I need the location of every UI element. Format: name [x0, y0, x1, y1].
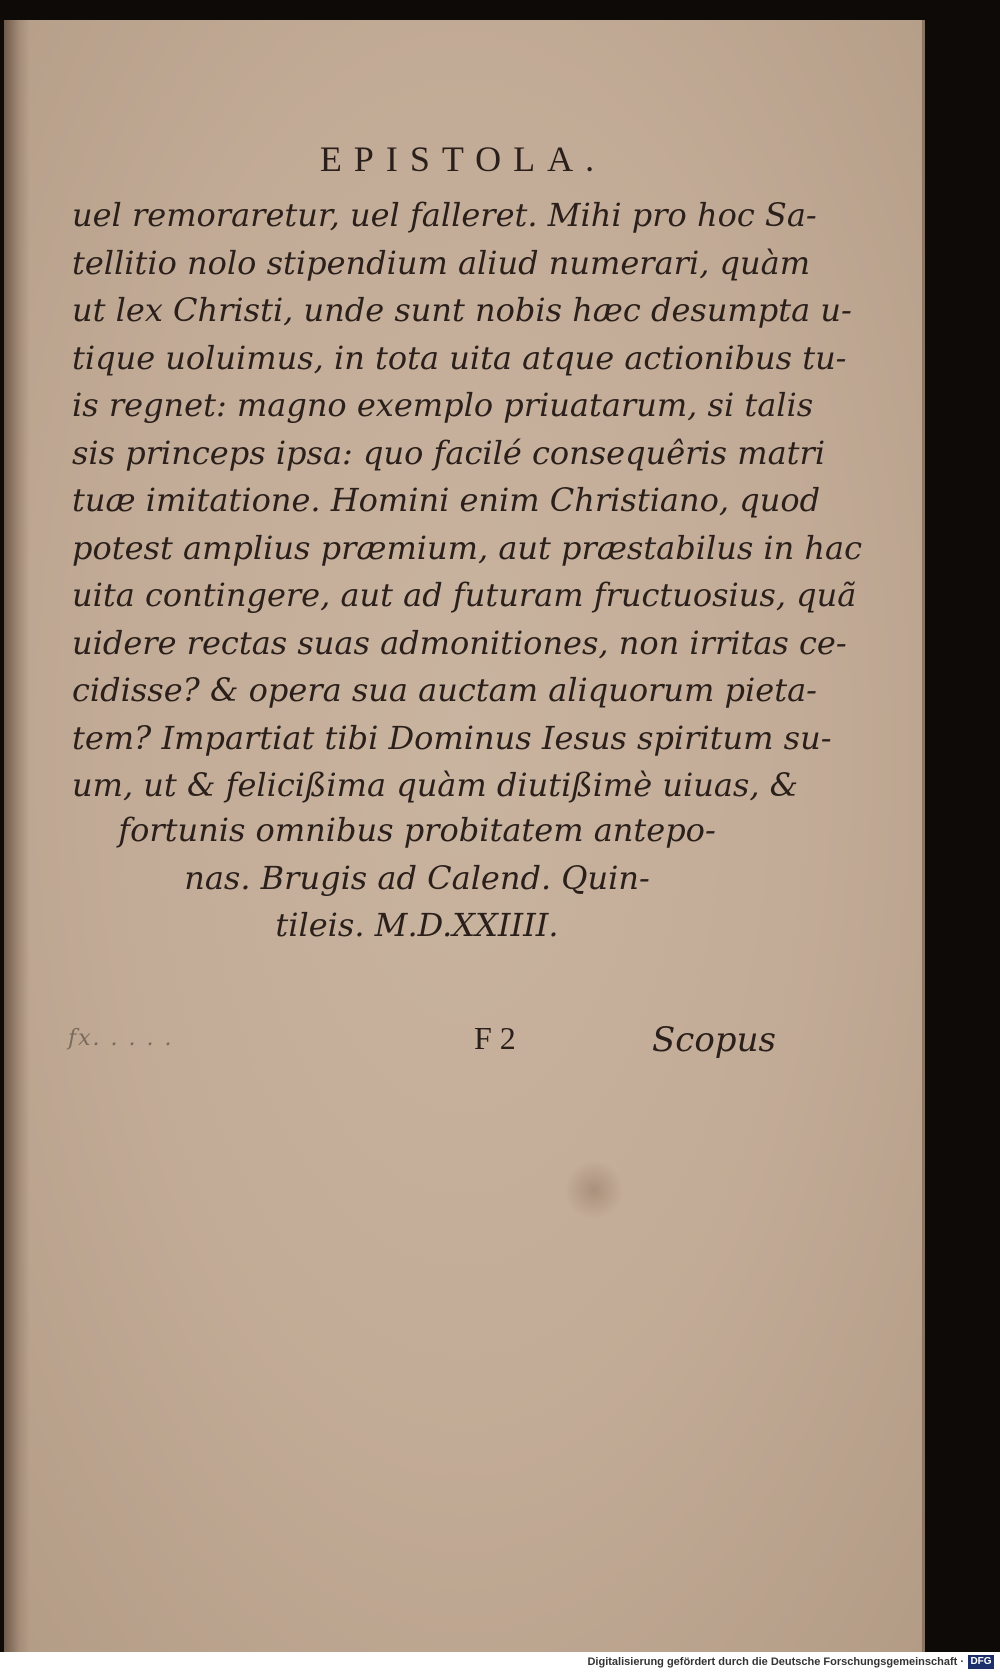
closing-line: fortunis omnibus probitatem antepo-: [118, 811, 716, 849]
body-line: is regnet: magno exemplo priuatarum, si talis: [72, 386, 814, 424]
body-line: tem? Impartiat tibi Dominus Iesus spiritum su-: [72, 718, 832, 757]
body-line: sis princeps ipsa: quo facilé consequêris matri: [72, 433, 826, 472]
funding-credit: Digitalisierung gefördert durch die Deutsche Forschungsgemeinschaft ·: [587, 1656, 964, 1668]
page-gutter-shadow: [4, 20, 30, 1652]
body-line: uidere rectas suas admonitiones, non irritas ce-: [72, 623, 847, 662]
body-line: uita contingere, aut ad futuram fructuosius, quã: [72, 576, 857, 614]
dfg-logo: DFG: [968, 1655, 994, 1669]
body-line: tellitio nolo stipendium aliud numerari, quàm: [72, 243, 811, 282]
body-line: tique uoluimus, in tota uita atque actionibus tu-: [72, 338, 847, 377]
body-text: [72, 192, 863, 810]
digitization-footer: [0, 1652, 1000, 1676]
signature-mark: F 2: [474, 1020, 516, 1056]
paper-stain: [564, 1160, 624, 1220]
catchword: Scopus: [652, 1020, 776, 1060]
closing-dateline: [72, 807, 762, 950]
marginal-scribble: fx. . . . .: [68, 1026, 174, 1051]
body-line: uel remoraretur, uel falleret. Mihi pro hoc Sa-: [72, 196, 817, 234]
body-line: ut lex Christi, unde sunt nobis hæc desumpta u-: [72, 291, 852, 329]
running-head: EPISTOLA.: [319, 139, 607, 179]
body-line: tuæ imitatione. Homini enim Christiano, quod: [72, 481, 821, 519]
body-line: potest amplius præmium, aut præstabilus in hac: [72, 528, 863, 567]
body-line: um, ut & felicißima quàm diutißimè uiuas, &: [72, 766, 799, 804]
closing-line: nas. Brugis ad Calend. Quin-: [184, 858, 650, 897]
closing-line: tileis. M.D.XXIIII.: [275, 906, 559, 944]
book-page: [4, 20, 925, 1652]
body-line: cidisse? & opera sua auctam aliquorum pieta-: [72, 671, 817, 709]
